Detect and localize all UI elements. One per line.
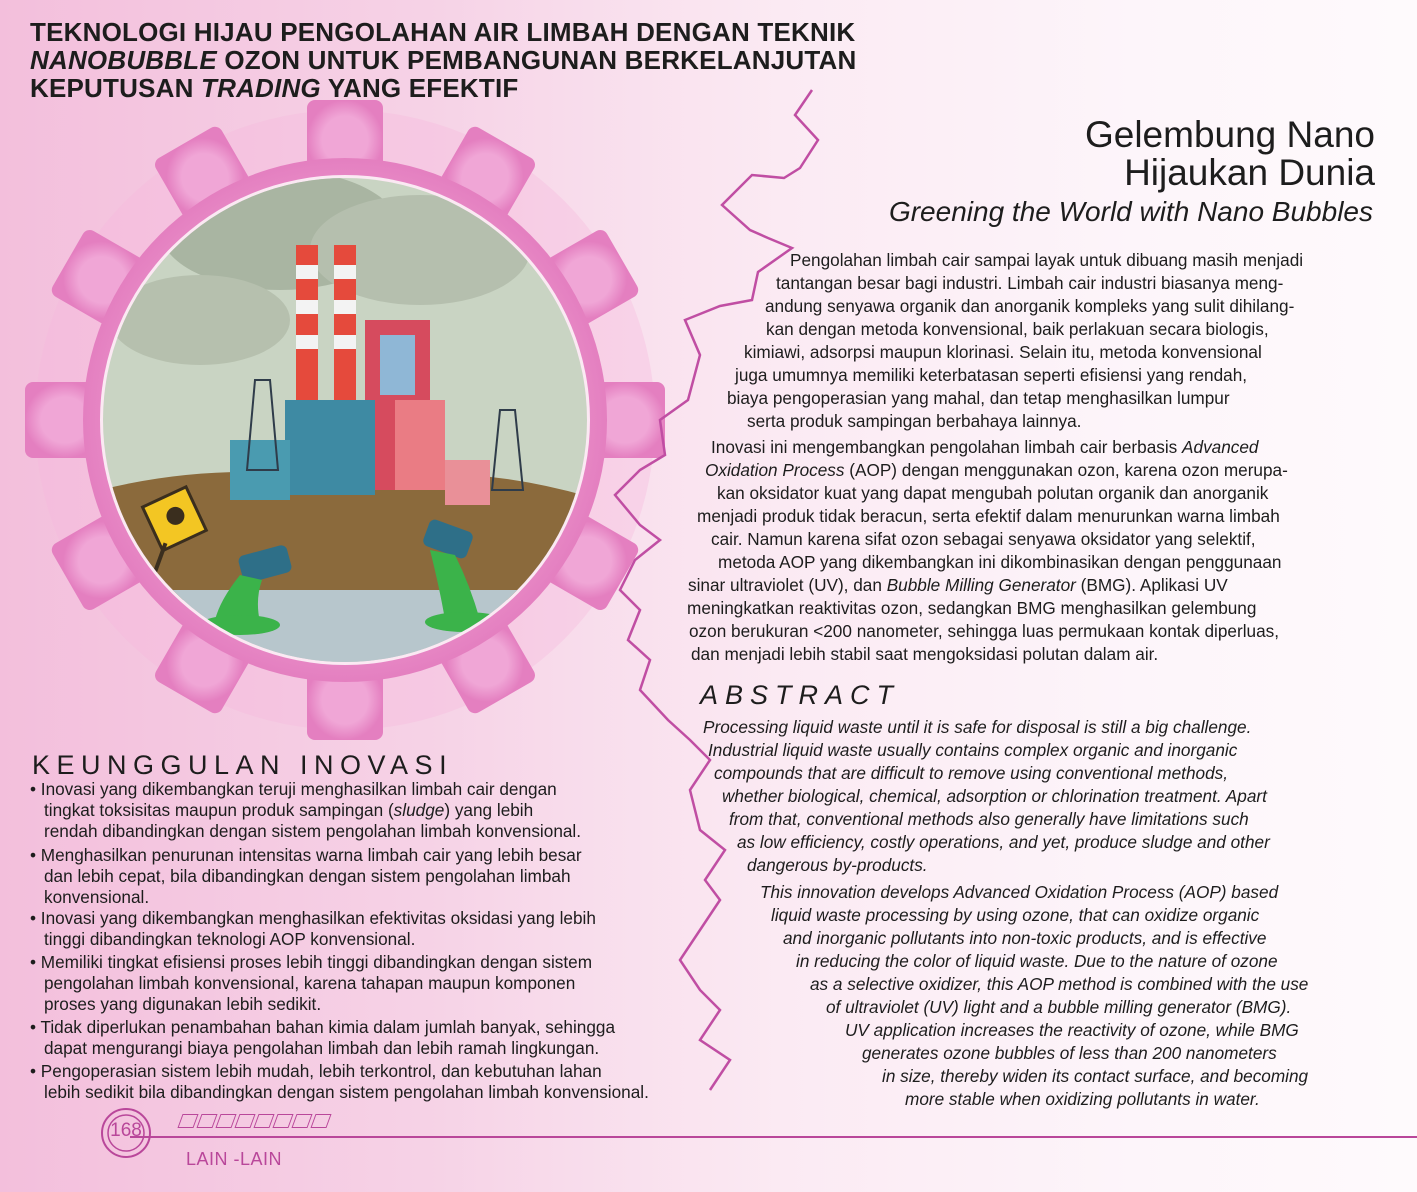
intro-text-line (705, 459, 1288, 481)
title-italic-trading: TRADING (201, 73, 321, 103)
abstract-text-line: of ultraviolet (UV) light and a bubble milling generator (BMG). (826, 997, 1292, 1017)
page-title (30, 18, 930, 102)
intro-text-line: menjadi produk tidak beracun, serta efektif dalam menurunkan warna limbah (697, 506, 1280, 526)
intro-text-line: biaya pengoperasian yang mahal, dan tetap menghasilkan lumpur (727, 388, 1230, 408)
advantage-line (44, 800, 533, 821)
intro-text-line: ozon berukuran <200 nanometer, sehingga luas permukaan kontak diperluas, (689, 621, 1280, 641)
abstract-text-line: liquid waste processing by using ozone, that can oxidize organic (771, 905, 1260, 925)
advantage-line: • Inovasi yang dikembangkan menghasilkan efektivitas oksidasi yang lebih (30, 908, 596, 928)
abstract-text-line: This innovation develops Advanced Oxidation Process (AOP) based (760, 882, 1279, 902)
intro-text-span: sinar ultraviolet (UV), dan (688, 575, 887, 595)
intro-text-line: dan menjadi lebih stabil saat mengoksidasi polutan dalam air. (691, 644, 1159, 664)
advantage-line: • Inovasi yang dikembangkan teruji menghasilkan limbah cair dengan (30, 779, 557, 799)
abstract-text-line: whether biological, chemical, adsorption or chlorination treatment. Apart (722, 786, 1267, 806)
section-label: LAIN -LAIN (186, 1149, 283, 1169)
advantage-text-span: ) yang lebih (444, 800, 534, 820)
footer-divider (130, 1136, 1417, 1138)
abstract-text-line: dangerous by-products. (747, 855, 928, 875)
intro-text-line: juga umumnya memiliki keterbatasan seperti efisiensi yang rendah, (735, 365, 1248, 385)
advantage-line: proses yang digunakan lebih sedikit. (44, 994, 322, 1014)
abstract-text-line: in reducing the color of liquid waste. Due to the nature of ozone (796, 951, 1278, 971)
advantage-line: konvensional. (44, 887, 150, 907)
advantage-text-span: tingkat toksisitas maupun produk sampingan ( (44, 800, 394, 820)
advantage-italic-sludge: sludge (393, 800, 445, 820)
heading-english: Greening the World with Nano Bubbles (888, 196, 1373, 227)
heading-indonesian-line-2: Hijaukan Dunia (1124, 152, 1375, 193)
abstract-text-line: and inorganic pollutants into non-toxic products, and is effective (783, 928, 1267, 948)
title-line-1: TEKNOLOGI HIJAU PENGOLAHAN AIR LIMBAH DENGAN TEKNIK (30, 17, 856, 47)
abstract-text-line: Industrial liquid waste usually contains complex organic and inorganic (708, 740, 1238, 760)
intro-text-line (711, 436, 1259, 458)
intro-text-span: Inovasi ini mengembangkan pengolahan limbah cair berbasis (711, 437, 1183, 457)
intro-italic-term: Advanced (1182, 437, 1259, 457)
intro-text-line: serta produk sampingan berbahaya lainnya. (747, 411, 1082, 431)
intro-text-line: andung senyawa organik dan anorganik kompleks yang sulit dihilang- (765, 296, 1295, 316)
advantage-line: • Menghasilkan penurunan intensitas warna limbah cair yang lebih besar (30, 845, 582, 865)
advantage-line: dan lebih cepat, bila dibandingkan dengan sistem pengolahan limbah (44, 866, 571, 886)
intro-italic-term: Oxidation Process (705, 460, 845, 480)
abstract-text-line: as a selective oxidizer, this AOP method is combined with the use (810, 974, 1309, 994)
abstract-text-line: UV application increases the reactivity of ozone, while BMG (845, 1020, 1299, 1040)
intro-text-line: meningkatkan reaktivitas ozon, sedangkan BMG menghasilkan gelembung (687, 598, 1257, 618)
page-number: 168 (110, 1120, 142, 1141)
title-line-3 (30, 74, 930, 102)
advantage-line: rendah dibandingkan dengan sistem pengolahan limbah konvensional. (44, 821, 582, 841)
advantage-line: dapat mengurangi biaya pengolahan limbah dan lebih ramah lingkungan. (44, 1038, 600, 1058)
abstract-title: ABSTRACT (700, 680, 901, 710)
abstract-text-line: from that, conventional methods also generally have limitations such (729, 809, 1249, 829)
intro-text-line: cair. Namun karena sifat ozon sebagai senyawa oksidator yang selektif, (711, 529, 1256, 549)
intro-text-line: metoda AOP yang dikembangkan ini dikombinasikan dengan penggunaan (718, 552, 1282, 572)
title-line-3-start: KEPUTUSAN (30, 73, 202, 103)
intro-text-line: Pengolahan limbah cair sampai layak untuk dibuang masih menjadi (790, 250, 1304, 270)
abstract-text-line: more stable when oxidizing pollutants in water. (905, 1089, 1260, 1109)
title-line-2 (30, 46, 930, 74)
abstract-text-line: compounds that are difficult to remove using conventional methods, (714, 763, 1229, 783)
advantage-line: pengolahan limbah konvensional, karena tahapan maupun komponen (44, 973, 576, 993)
intro-text-line: kimiawi, adsorpsi maupun klorinasi. Selain itu, metoda konvensional (744, 342, 1262, 362)
intro-italic-term: Bubble Milling Generator (886, 575, 1076, 595)
intro-text-line (688, 574, 1228, 596)
intro-text-span: (AOP) dengan menggunakan ozon, karena ozon merupa- (844, 460, 1288, 480)
title-italic-nanobubble: NANOBUBBLE (30, 45, 217, 75)
title-line-2-rest: OZON UNTUK PEMBANGUNAN BERKELANJUTAN (216, 45, 857, 75)
intro-text-line: kan oksidator kuat yang dapat mengubah polutan organik dan anorganik (717, 483, 1269, 503)
intro-text-span: (BMG). Aplikasi UV (1075, 575, 1228, 595)
advantage-line: lebih sedikit bila dibandingkan dengan sistem pengolahan limbah konvensional. (44, 1082, 649, 1102)
advantage-line: • Tidak diperlukan penambahan bahan kimia dalam jumlah banyak, sehingga (30, 1017, 616, 1037)
advantage-line: • Memiliki tingkat efisiensi proses lebih tinggi dibandingkan dengan sistem (30, 952, 593, 972)
abstract-text-line: generates ozone bubbles of less than 200 nanometers (862, 1043, 1277, 1063)
title-line-3-end: YANG EFEKTIF (320, 73, 519, 103)
abstract-text-line: as low efficiency, costly operations, and yet, produce sludge and other (737, 832, 1270, 852)
advantages-title: KEUNGGULAN INOVASI (32, 750, 454, 780)
abstract-text-line: Processing liquid waste until it is safe for disposal is still a big challenge. (703, 717, 1252, 737)
advantage-line: • Pengoperasian sistem lebih mudah, lebih terkontrol, dan kebutuhan lahan (30, 1061, 602, 1081)
footer-decoration (180, 1114, 329, 1128)
intro-text-line: kan dengan metoda konvensional, baik perlakuan secara biologis, (766, 319, 1269, 339)
abstract-text-line: in size, thereby widen its contact surface, and becoming (882, 1066, 1309, 1086)
heading-indonesian-line-1: Gelembung Nano (1084, 114, 1375, 155)
intro-text-line: tantangan besar bagi industri. Limbah cair industri biasanya meng- (776, 273, 1284, 293)
advantage-line: tinggi dibandingkan teknologi AOP konvensional. (44, 929, 416, 949)
